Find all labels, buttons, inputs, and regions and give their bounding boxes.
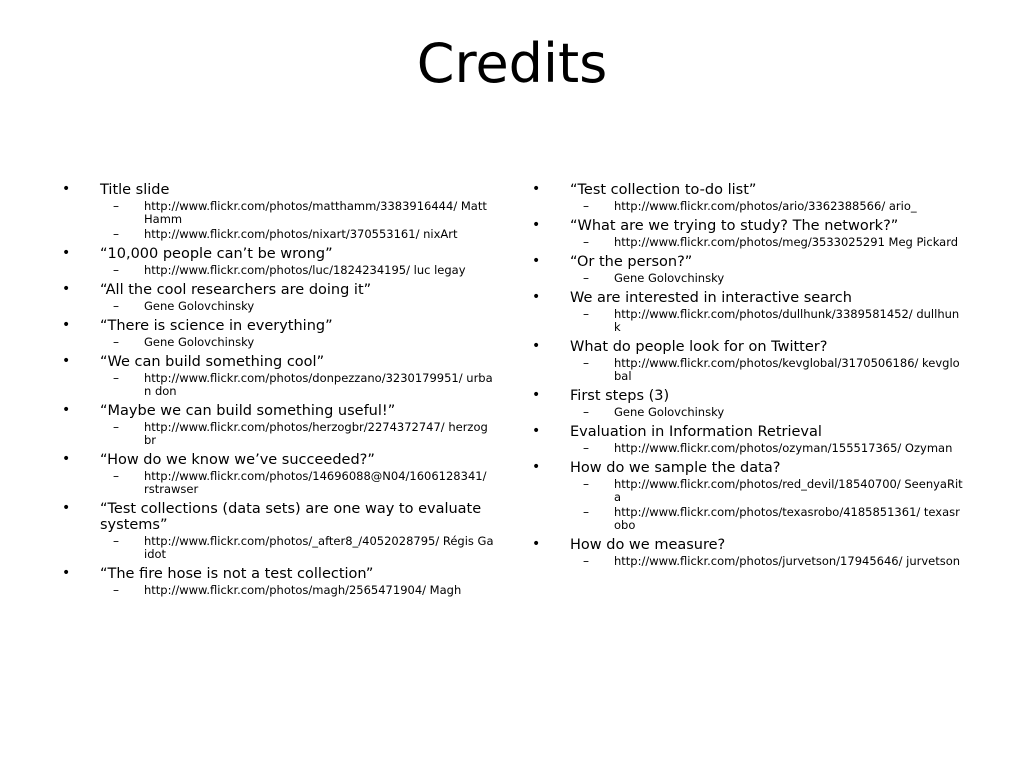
bullet-icon: • [532, 289, 541, 305]
bullet-icon: • [532, 181, 541, 197]
dash-icon: – [113, 534, 119, 548]
bullet-icon: • [532, 459, 541, 475]
bullet-icon: • [62, 245, 71, 261]
dash-icon: – [113, 263, 119, 277]
credit-item-label: “10,000 people can’t be wrong” [100, 246, 333, 262]
credit-source [570, 272, 964, 285]
credit-source-text: http://www.flickr.com/photos/kevglobal/3170506186/ kevglobal [614, 356, 960, 383]
credit-source-text: http://www.flickr.com/photos/14696088@N04/1606128341/ rstrawser [144, 469, 487, 496]
credit-source [570, 442, 964, 455]
bullet-icon: • [62, 181, 71, 197]
credit-item [62, 316, 494, 349]
credit-source-text: http://www.flickr.com/photos/ozyman/155517365/ Ozyman [614, 441, 953, 455]
credit-item [62, 499, 494, 561]
dash-icon: – [113, 335, 119, 349]
bullet-icon: • [62, 500, 71, 516]
credit-item [62, 180, 494, 241]
left-column [62, 180, 494, 600]
dash-icon: – [113, 469, 119, 483]
credit-item-label: How do we measure? [570, 537, 726, 553]
credit-source [570, 308, 964, 334]
dash-icon: – [583, 271, 589, 285]
credit-source [100, 470, 494, 496]
bullet-icon: • [62, 565, 71, 581]
credit-source-text: http://www.flickr.com/photos/donpezzano/3230179951/ urban don [144, 371, 493, 398]
credit-item-label: First steps (3) [570, 388, 670, 404]
credit-item-label: What do people look for on Twitter? [570, 339, 828, 355]
credit-item-label: “Test collection to-do list” [570, 182, 757, 198]
dash-icon: – [113, 299, 119, 313]
credit-item-label: Title slide [100, 182, 170, 198]
credit-item-label: “How do we know we’ve succeeded?” [100, 452, 375, 468]
credit-source-text: Gene Golovchinsky [144, 299, 255, 313]
credit-item-label: “Test collections (data sets) are one way to evaluate systems” [100, 501, 482, 533]
credit-source [100, 264, 494, 277]
bullet-icon: • [62, 281, 71, 297]
dash-icon: – [113, 583, 119, 597]
dash-icon: – [583, 441, 589, 455]
credit-source-text: http://www.flickr.com/photos/magh/2565471904/ Magh [144, 583, 462, 597]
credit-item [62, 401, 494, 447]
credit-item [532, 288, 964, 334]
dash-icon: – [583, 477, 589, 491]
credit-source [100, 228, 494, 241]
dash-icon: – [113, 371, 119, 385]
credit-item [532, 180, 964, 213]
credit-source-text: http://www.flickr.com/photos/dullhunk/3389581452/ dullhunk [614, 307, 960, 334]
bullet-icon: • [532, 217, 541, 233]
dash-icon: – [583, 235, 589, 249]
credit-item-label: “Maybe we can build something useful!” [100, 403, 396, 419]
credit-source-text: http://www.flickr.com/photos/ario/3362388566/ ario_ [614, 199, 917, 213]
credit-source-text: http://www.flickr.com/photos/herzogbr/2274372747/ herzogbr [144, 420, 488, 447]
credit-source-text: http://www.flickr.com/photos/jurvetson/17945646/ jurvetson [614, 554, 961, 568]
dash-icon: – [583, 356, 589, 370]
bullet-icon: • [532, 423, 541, 439]
credit-item-label: “What are we trying to study? The network?” [570, 218, 899, 234]
dash-icon: – [583, 307, 589, 321]
credit-source-text: http://www.flickr.com/photos/red_devil/18540700/ SeenyaRita [614, 477, 963, 504]
credit-item [532, 422, 964, 455]
credit-item-label: We are interested in interactive search [570, 290, 852, 306]
credit-source-text: Gene Golovchinsky [144, 335, 255, 349]
dash-icon: – [113, 199, 119, 213]
dash-icon: – [113, 420, 119, 434]
credit-item [532, 535, 964, 568]
credit-item-label: “We can build something cool” [100, 354, 325, 370]
bullet-icon: • [532, 536, 541, 552]
credit-source [570, 478, 964, 504]
credit-source [100, 300, 494, 313]
credit-item [62, 280, 494, 313]
credit-source [100, 200, 494, 226]
credit-source [570, 236, 964, 249]
credit-source-text: http://www.flickr.com/photos/matthamm/3383916444/ Matt Hamm [144, 199, 487, 226]
credit-item-label: “Or the person?” [570, 254, 693, 270]
credit-source [100, 421, 494, 447]
credit-source [570, 406, 964, 419]
credit-source [100, 535, 494, 561]
credit-source [570, 200, 964, 213]
credit-source-text: http://www.flickr.com/photos/nixart/370553161/ nixArt [144, 227, 458, 241]
bullet-icon: • [62, 402, 71, 418]
credit-item [532, 386, 964, 419]
credit-source [100, 584, 494, 597]
credit-source-text: http://www.flickr.com/photos/meg/3533025291 Meg Pickard [614, 235, 959, 249]
bullet-icon: • [532, 338, 541, 354]
credit-source-text: Gene Golovchinsky [614, 405, 725, 419]
credit-item-label: Evaluation in Information Retrieval [570, 424, 822, 440]
credit-source-text: http://www.flickr.com/photos/texasrobo/4185851361/ texasrobo [614, 505, 960, 532]
credit-source [570, 357, 964, 383]
credit-item [62, 450, 494, 496]
credit-source-text: http://www.flickr.com/photos/luc/1824234195/ luc legay [144, 263, 466, 277]
credit-source [100, 336, 494, 349]
credit-item [532, 458, 964, 532]
credit-item-label: “The fire hose is not a test collection” [100, 566, 374, 582]
credit-item-label: “There is science in everything” [100, 318, 333, 334]
credit-item-label: How do we sample the data? [570, 460, 781, 476]
credit-source-text: http://www.flickr.com/photos/_after8_/4052028795/ Régis Gaidot [144, 534, 494, 561]
bullet-icon: • [532, 387, 541, 403]
bullet-icon: • [62, 317, 71, 333]
credit-item-label: “All the cool researchers are doing it” [100, 282, 372, 298]
dash-icon: – [583, 505, 589, 519]
dash-icon: – [113, 227, 119, 241]
slide-title: Credits [416, 32, 608, 95]
credit-source [570, 506, 964, 532]
credit-item [62, 352, 494, 398]
credit-item [532, 216, 964, 249]
dash-icon: – [583, 405, 589, 419]
credit-source [100, 372, 494, 398]
credit-item [532, 252, 964, 285]
credit-source [570, 555, 964, 568]
credit-item [62, 564, 494, 597]
bullet-icon: • [62, 353, 71, 369]
bullet-icon: • [62, 451, 71, 467]
credit-item [532, 337, 964, 383]
right-column [532, 180, 964, 571]
credit-source-text: Gene Golovchinsky [614, 271, 725, 285]
dash-icon: – [583, 554, 589, 568]
bullet-icon: • [532, 253, 541, 269]
dash-icon: – [583, 199, 589, 213]
credit-item [62, 244, 494, 277]
